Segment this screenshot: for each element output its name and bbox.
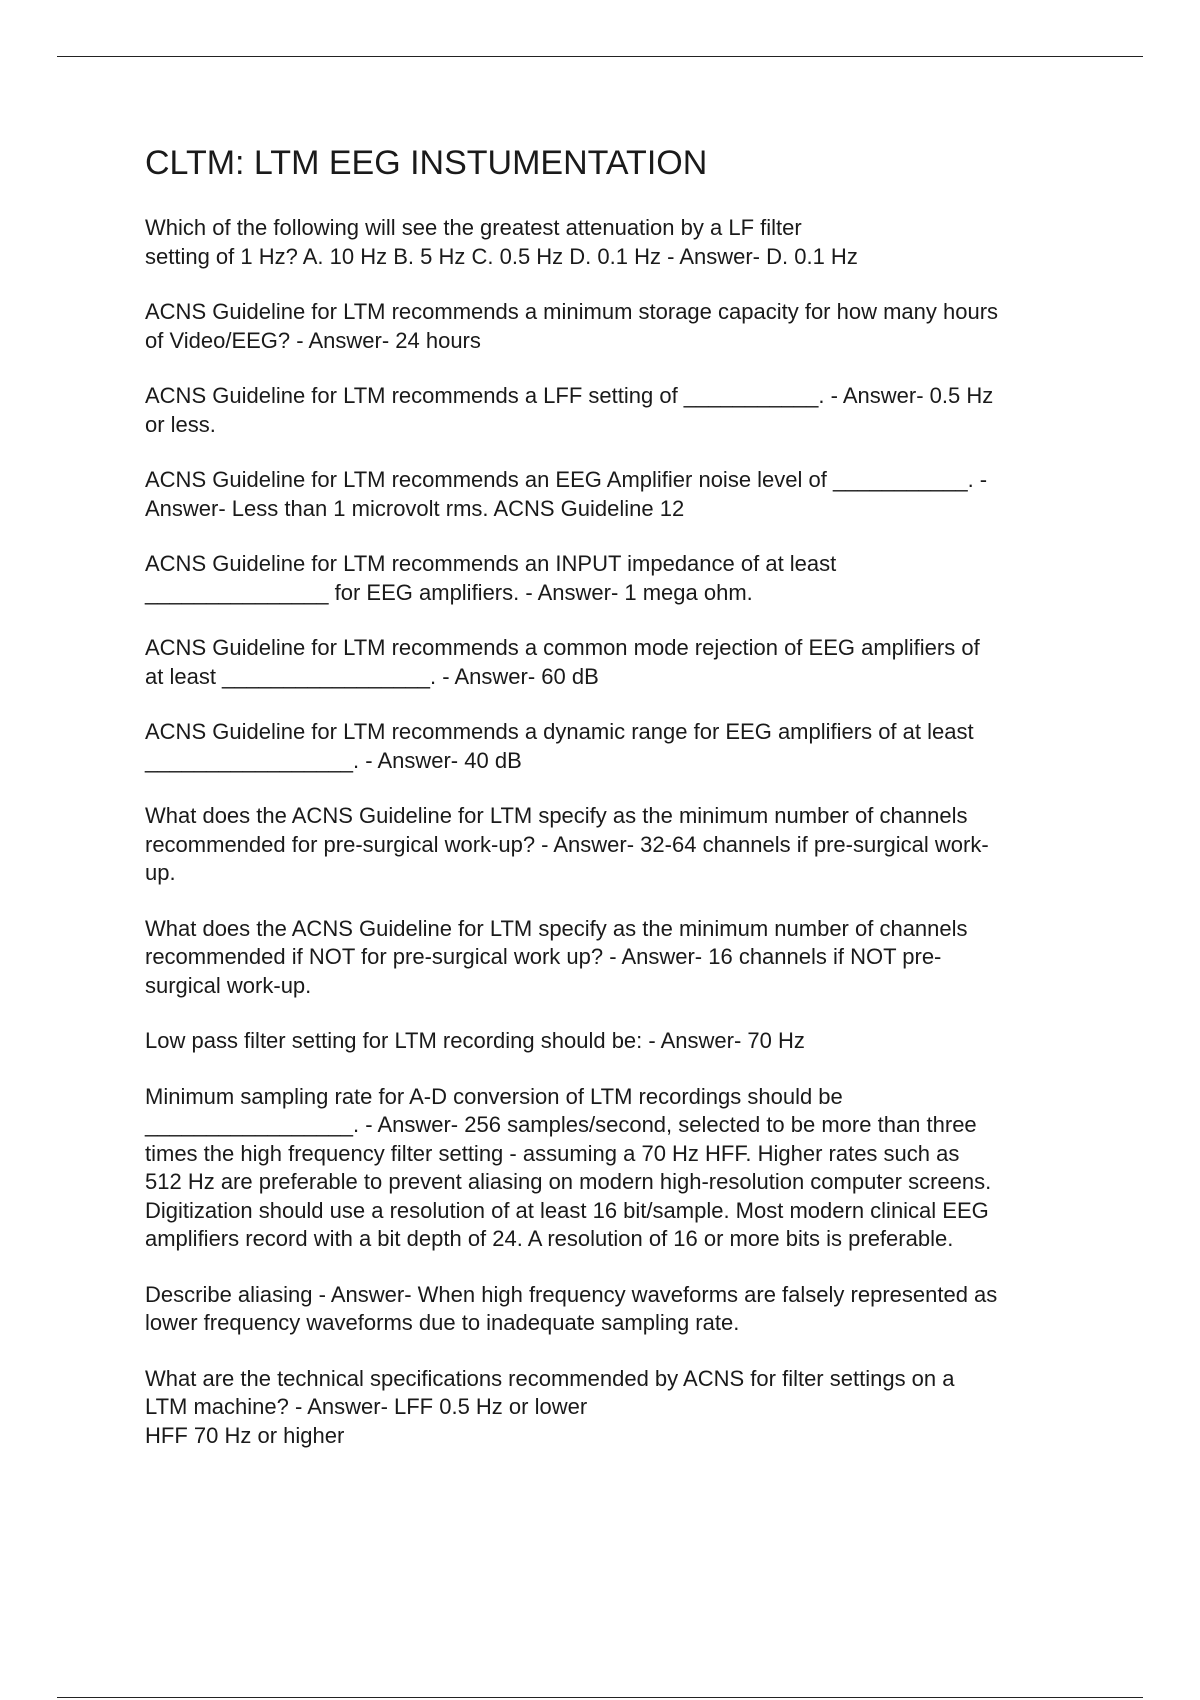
qa-item (145, 718, 1090, 775)
qa-line: at least _________________. - Answer- 60 dB (145, 663, 599, 689)
qa-line: ACNS Guideline for LTM recommends an EEG Amplifier noise level of ___________. - (145, 467, 988, 492)
qa-line: Digitization should use a resolution of at least 16 bit/sample. Most modern clinical EEG (145, 1197, 989, 1223)
qa-line: LTM machine? - Answer- LFF 0.5 Hz or lower (145, 1394, 588, 1419)
qa-line: amplifiers record with a bit depth of 24. A resolution of 16 or more bits is preferable. (145, 1226, 954, 1251)
qa-line: Low pass filter setting for LTM recording should be: - Answer- 70 Hz (145, 1028, 805, 1053)
qa-item (145, 214, 1090, 271)
qa-line: setting of 1 Hz? A. 10 Hz B. 5 Hz C. 0.5 Hz D. 0.1 Hz - Answer- D. 0.1 Hz (145, 243, 858, 269)
qa-item (145, 1281, 1090, 1338)
footer-rule (57, 1697, 1143, 1698)
qa-line: recommended if NOT for pre-surgical work up? - Answer- 16 channels if NOT pre- (145, 944, 942, 969)
qa-line: of Video/EEG? - Answer- 24 hours (145, 327, 481, 353)
qa-item (145, 382, 1090, 439)
qa-line: ACNS Guideline for LTM recommends a common mode rejection of EEG amplifiers of (145, 635, 980, 660)
qa-line: ACNS Guideline for LTM recommends an INPUT impedance of at least (145, 551, 837, 576)
qa-item (145, 550, 1090, 607)
qa-list (145, 214, 1090, 1450)
qa-item (145, 466, 1090, 523)
qa-item (145, 298, 1090, 355)
qa-line: 512 Hz are preferable to prevent aliasing on modern high-resolution computer screens. (145, 1169, 992, 1194)
qa-line: Which of the following will see the greatest attenuation by a LF filter (145, 215, 802, 240)
qa-line: HFF 70 Hz or higher (145, 1422, 345, 1448)
qa-line: surgical work-up. (145, 972, 312, 998)
qa-line: or less. (145, 411, 216, 437)
document-title: CLTM: LTM EEG INSTUMENTATION (145, 144, 708, 182)
qa-line: What does the ACNS Guideline for LTM specify as the minimum number of channels (145, 803, 968, 828)
qa-line: What are the technical specifications recommended by ACNS for filter settings on a (145, 1365, 955, 1391)
qa-item (145, 634, 1090, 691)
qa-line: up. (145, 860, 176, 885)
qa-line: lower frequency waveforms due to inadequate sampling rate. (145, 1310, 740, 1335)
qa-item (145, 1083, 1090, 1254)
qa-line: Describe aliasing - Answer- When high frequency waveforms are falsely represented as (145, 1281, 998, 1307)
qa-item (145, 1027, 1090, 1056)
qa-line: ACNS Guideline for LTM recommends a dynamic range for EEG amplifiers of at least (145, 719, 974, 744)
qa-item (145, 802, 1090, 888)
qa-line: times the high frequency filter setting - assuming a 70 Hz HFF. Higher rates such as (145, 1140, 960, 1166)
document-body (145, 140, 1090, 1477)
qa-line: _________________. - Answer- 256 samples/second, selected to be more than three (145, 1112, 977, 1137)
qa-item (145, 1365, 1090, 1451)
qa-line: recommended for pre-surgical work-up? - Answer- 32-64 channels if pre-surgical work- (145, 831, 989, 857)
qa-item (145, 915, 1090, 1001)
qa-line: Minimum sampling rate for A-D conversion of LTM recordings should be (145, 1083, 843, 1109)
qa-line: ACNS Guideline for LTM recommends a minimum storage capacity for how many hours (145, 299, 999, 324)
qa-line: What does the ACNS Guideline for LTM specify as the minimum number of channels (145, 915, 968, 941)
qa-line: _______________ for EEG amplifiers. - Answer- 1 mega ohm. (145, 579, 753, 605)
qa-line: _________________. - Answer- 40 dB (145, 747, 522, 773)
qa-line: ACNS Guideline for LTM recommends a LFF setting of ___________. - Answer- 0.5 Hz (145, 383, 994, 408)
header-rule (57, 56, 1143, 57)
qa-line: Answer- Less than 1 microvolt rms. ACNS Guideline 12 (145, 495, 685, 521)
